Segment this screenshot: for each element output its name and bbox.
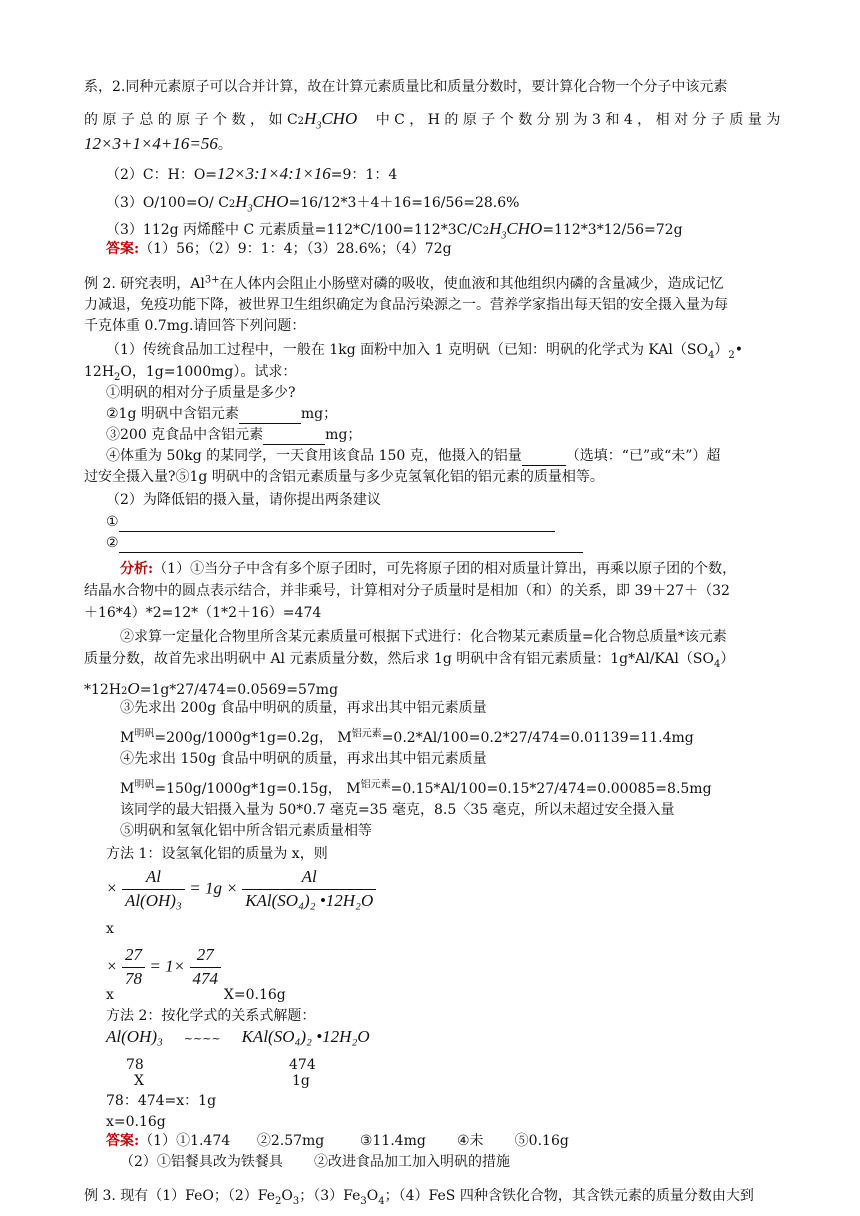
fraction-equation-2: × $\frac{27}{78}$ = 1× $\frac{27}{474}$ (106, 944, 221, 991)
example-2-heading: 例 2. 研究表明，$Al^{3+}$在人体内会阻止小肠壁对磷的吸收，使血液和其他组织内磷的含量减少，造成记忆 (84, 274, 724, 292)
question-4: ④体重为 50kg 的某同学，一天食用该食品 150 克，他摄入的铝量 （选填：“已”或“未”）超 (106, 448, 721, 464)
question-5: 过安全摄入量?⑤1g 明矾中的含铝元素质量与多少克氢氧化铝的铝元素的质量相等。 (84, 469, 604, 485)
answer-line: 答案:（1）①1.474 ②2.57mg ③11.4mg ④未 ⑤0.16g (106, 1133, 569, 1149)
question-6: （2）为降低铝的摄入量，请你提出两条建议 (106, 492, 381, 508)
variable-x: x X=0.16g (106, 987, 286, 1003)
text-line: ⑤明矾和氢氧化铝中所含铝元素质量相等 (120, 823, 372, 839)
text-line: $M^{明矾}=200g/1000g*1g=0.2g$， $M^{铝元素}=0.2*Al/100=0.2*27/474=0.01139=11.4mg$ (120, 728, 694, 746)
text-line: 系，2.同种元素原子可以合并计算，故在计算元素质量比和质量分数时，要计算化合物一个分子中该元素 (84, 79, 728, 95)
text-line: ②求算一定量化合物里所含某元素质量可根据下式进行：化合物某元素质量=化合物总质量*该元素 (120, 629, 727, 645)
question-3: ③200 克食品中含铝元素 mg； (106, 427, 362, 443)
text-line: （3）112g 丙烯醛中 C 元素质量$=112*C/100=112*3C/C2H_3CHO=112*3*12/56=72g$ (106, 219, 683, 242)
suggestion-line-1: ① (106, 513, 555, 532)
text-line: （3）O/100=O/ $C2H_3CHO=16/12*3+4+16=16/56=28.6\%$ (106, 192, 520, 215)
text-line: ③先求出 200g 食品中明矾的质量，再求出其中铝元素质量 (120, 700, 487, 716)
text-line: 千克体重 0.7mg.请回答下列问题： (84, 318, 306, 334)
text-line: *12H2O=1g*27/474=0.0569=57mg (84, 679, 339, 698)
question-2: ②1g 明矾中含铝元素 mg； (106, 406, 338, 422)
text-line: （2）C：H：O=12×3:1×4:1×16=9：1：4 (106, 164, 398, 183)
relation-formula: Al(OH)₃ ~~~~ KAl(SO₄)₂ •12H₂O (106, 1027, 370, 1046)
text-line: 结晶水合物中的圆点表示结合，并非乘号，计算相对分子质量时是相加（和）的关系，即 39＋27＋（32 (84, 583, 730, 599)
value-1g: 1g (292, 1073, 310, 1089)
suggestion-line-2: ② (106, 534, 583, 553)
formula-line: 12×3+1×4+16=56。 (84, 134, 232, 153)
text-line: 该同学的最大铝摄入量为 50*0.7 毫克=35 毫克，8.5〈35 毫克，所以未超过安全摄入量 (120, 802, 675, 818)
analysis-line: 分析:（1）①当分子中含有多个原子团时，可先将原子团的相对质量计算出，再乘以原子团的个数， (120, 561, 737, 577)
text-line: ④先求出 150g 食品中明矾的质量，再求出其中铝元素质量 (120, 751, 487, 767)
answer-line: 答案:（1）56；（2）9：1：4；（3）28.6%；（4）72g (106, 241, 452, 257)
variable-x: x (106, 921, 114, 937)
text-line: （1）传统食品加工过程中，一般在 1kg 面粉中加入 1 克明矾（已知：明矾的化学式为 $KAl(SO_4)_2•$ (106, 342, 743, 361)
text-line: 质量分数，故首先求出明矾中 Al 元素质量分数，然后求 1g 明矾中含有铝元素质量：$1g*Al/KAl(SO_4)$ (84, 651, 735, 670)
value-78: 78 (126, 1057, 144, 1073)
result-line: x=0.16g (106, 1114, 166, 1130)
method-1: 方法 1：设氢氧化铝的质量为 x，则 (106, 846, 328, 862)
question-1: ①明矾的相对分子质量是多少? (106, 385, 296, 401)
example-3-heading: 例 3. 现有（1）FeO；$(2)Fe_2O_3$；$(3)Fe_3O_4$；（4）FeS 四种含铁化合物，其含铁元素的质量分数由大到 (84, 1188, 754, 1207)
text-line: 的 原 子 总 的 原 子 个 数 ， 如 $C2H_3CHO$ 中 C ， H 的 原 子 个 数 分 别 为 3 和 4 ， 相 对 分 子 质 量 为 (84, 109, 781, 132)
method-2: 方法 2：按化学式的关系式解题： (106, 1008, 316, 1024)
text-line: ＋16*4）*2=12*（1*2＋16）=474 (84, 605, 322, 621)
value-474: 474 (289, 1057, 316, 1073)
value-x: X (134, 1073, 144, 1089)
proportion-line: 78：474=x：1g (106, 1093, 217, 1109)
text-line: $12H_2O$，1g=1000mg）。试求： (84, 364, 297, 383)
text-line: $M^{明矾}=150g/1000g*1g=0.15g$， $M^{铝元素}=0.15*Al/100=0.15*27/474=0.00085=8.5mg$ (120, 779, 712, 797)
answer-line-2: （2）①铝餐具改为铁餐具 ②改进食品加工加入明矾的措施 (120, 1154, 511, 1170)
fraction-equation-1: × $\frac{Al}{\text{Al(OH)₃}}$ = 1g × $\frac{Al}{\text{KAl(SO₄)₂ •12H₂O}}$ (106, 866, 376, 913)
text-line: 力减退，免疫功能下降，被世界卫生组织确定为食品污染源之一。营养学家指出每天铝的安全摄入量为每 (84, 297, 728, 313)
